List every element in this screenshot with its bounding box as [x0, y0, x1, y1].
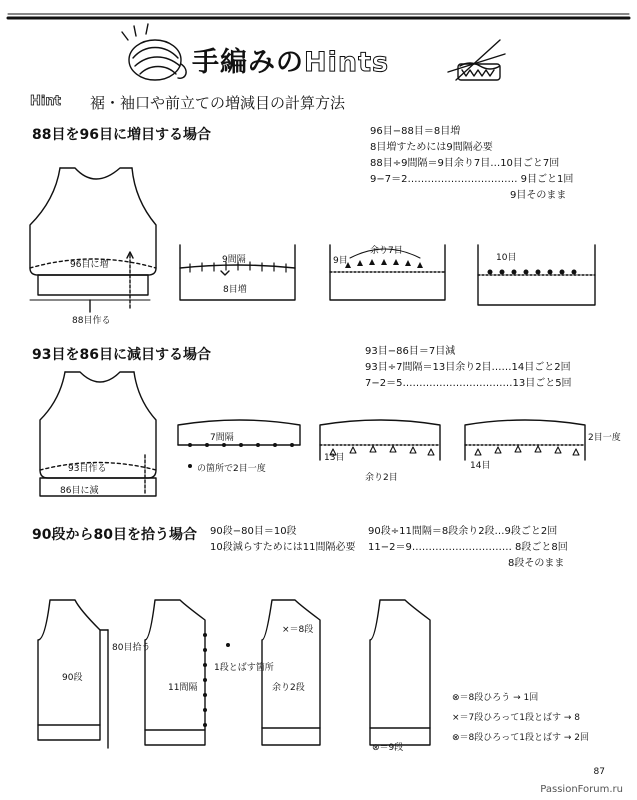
title-hints: Hints — [304, 47, 390, 78]
header-rule — [8, 14, 629, 18]
label-gap7: 7間隔 — [210, 433, 234, 443]
calc-line: 8目増すためには9間隔必要 — [370, 142, 493, 153]
label-rem7: 余り7目 — [370, 246, 403, 256]
calc-line: 88目÷9間隔＝9目余り7目…10目ごと7回 — [370, 158, 560, 169]
section3-calc-left — [210, 524, 355, 556]
calc-line: 93目−86目＝7目減 — [365, 346, 456, 357]
hint-tag: Hint — [30, 94, 61, 109]
section3-legend — [452, 688, 589, 748]
calc-line: 7−2＝5……………………………13目ごと5回 — [365, 378, 572, 389]
section2-calc — [365, 344, 572, 392]
label-x8: ×＝8段 — [282, 625, 314, 635]
legend-line: ⊗＝8段ひろう → 1回 — [452, 693, 539, 703]
page-title — [192, 40, 389, 79]
calc-line: 10段減らすためには11間隔必要 — [210, 542, 356, 553]
knitting-needles-icon — [448, 40, 505, 80]
label-n9: 9目 — [333, 256, 348, 266]
section3-calc-right — [368, 524, 568, 572]
label-o9: ⊗＝9段 — [372, 743, 404, 753]
page-number: 87 — [593, 767, 605, 777]
label-n10: 10目 — [496, 253, 517, 263]
label-gap9: 9間隔 — [222, 255, 246, 265]
label-place2: の箇所で2目一度 — [197, 464, 266, 474]
section2-heading: 93目を86目に減目する場合 — [32, 347, 211, 363]
calc-line: 93目÷7間隔＝13目余り2目……14目ごと2回 — [365, 362, 571, 373]
label-gap11: 11間隔 — [168, 683, 198, 693]
section1-heading: 88目を96目に増目する場合 — [32, 127, 211, 143]
legend-line: ×＝7段ひろって1段とばす → 8 — [452, 713, 580, 723]
label-skip: 1段とばす箇所 — [214, 663, 274, 673]
front-diagram-4 — [370, 600, 430, 745]
section3-heading: 90段から80目を拾う場合 — [32, 527, 197, 543]
vest-diagram-2 — [40, 372, 156, 496]
vest-diagram-1 — [30, 168, 156, 312]
label-dec86: 86目に減 — [60, 486, 99, 496]
calc-line: 9−7＝2…………………………… 9目ごと1回 — [370, 174, 574, 185]
label-inc96: 96目に増 — [70, 260, 109, 270]
label-rem2-rows: 余り2段 — [272, 683, 305, 693]
calc-line: 9目そのまま — [510, 190, 567, 201]
page-subtitle: 裾・袖口や前立ての増減目の計算方法 — [90, 94, 346, 112]
watermark: PassionForum.ru — [540, 784, 623, 795]
label-rows90: 90段 — [62, 673, 83, 683]
label-make93: 93目作る — [68, 464, 107, 474]
label-two-one: 2目一度 — [588, 433, 621, 443]
label-make88: 88目作る — [72, 316, 111, 326]
label-rem2: 余り2目 — [365, 473, 398, 483]
calc-line: 8段そのまま — [508, 558, 565, 569]
calc-line: 96目−88目＝8目増 — [370, 126, 461, 137]
label-n13: 13目 — [324, 453, 345, 463]
yarn-ball-icon — [122, 24, 186, 80]
calc-line: 90段÷11間隔＝8段余り2段…9段ごと2回 — [368, 526, 558, 537]
section1-calc — [370, 124, 573, 204]
calc-line: 90段−80目＝10段 — [210, 526, 297, 537]
label-n14: 14目 — [470, 461, 491, 471]
band-diagram-2c — [465, 420, 585, 460]
calc-line: 11−2＝9………………………… 8段ごと8回 — [368, 542, 568, 553]
title-main: 手編みの — [192, 47, 304, 78]
legend-line: ⊗＝8段ひろって1段とばす → 2回 — [452, 733, 589, 743]
label-inc8: 8目増 — [223, 285, 247, 295]
label-pick80: 80目拾う — [112, 643, 151, 653]
